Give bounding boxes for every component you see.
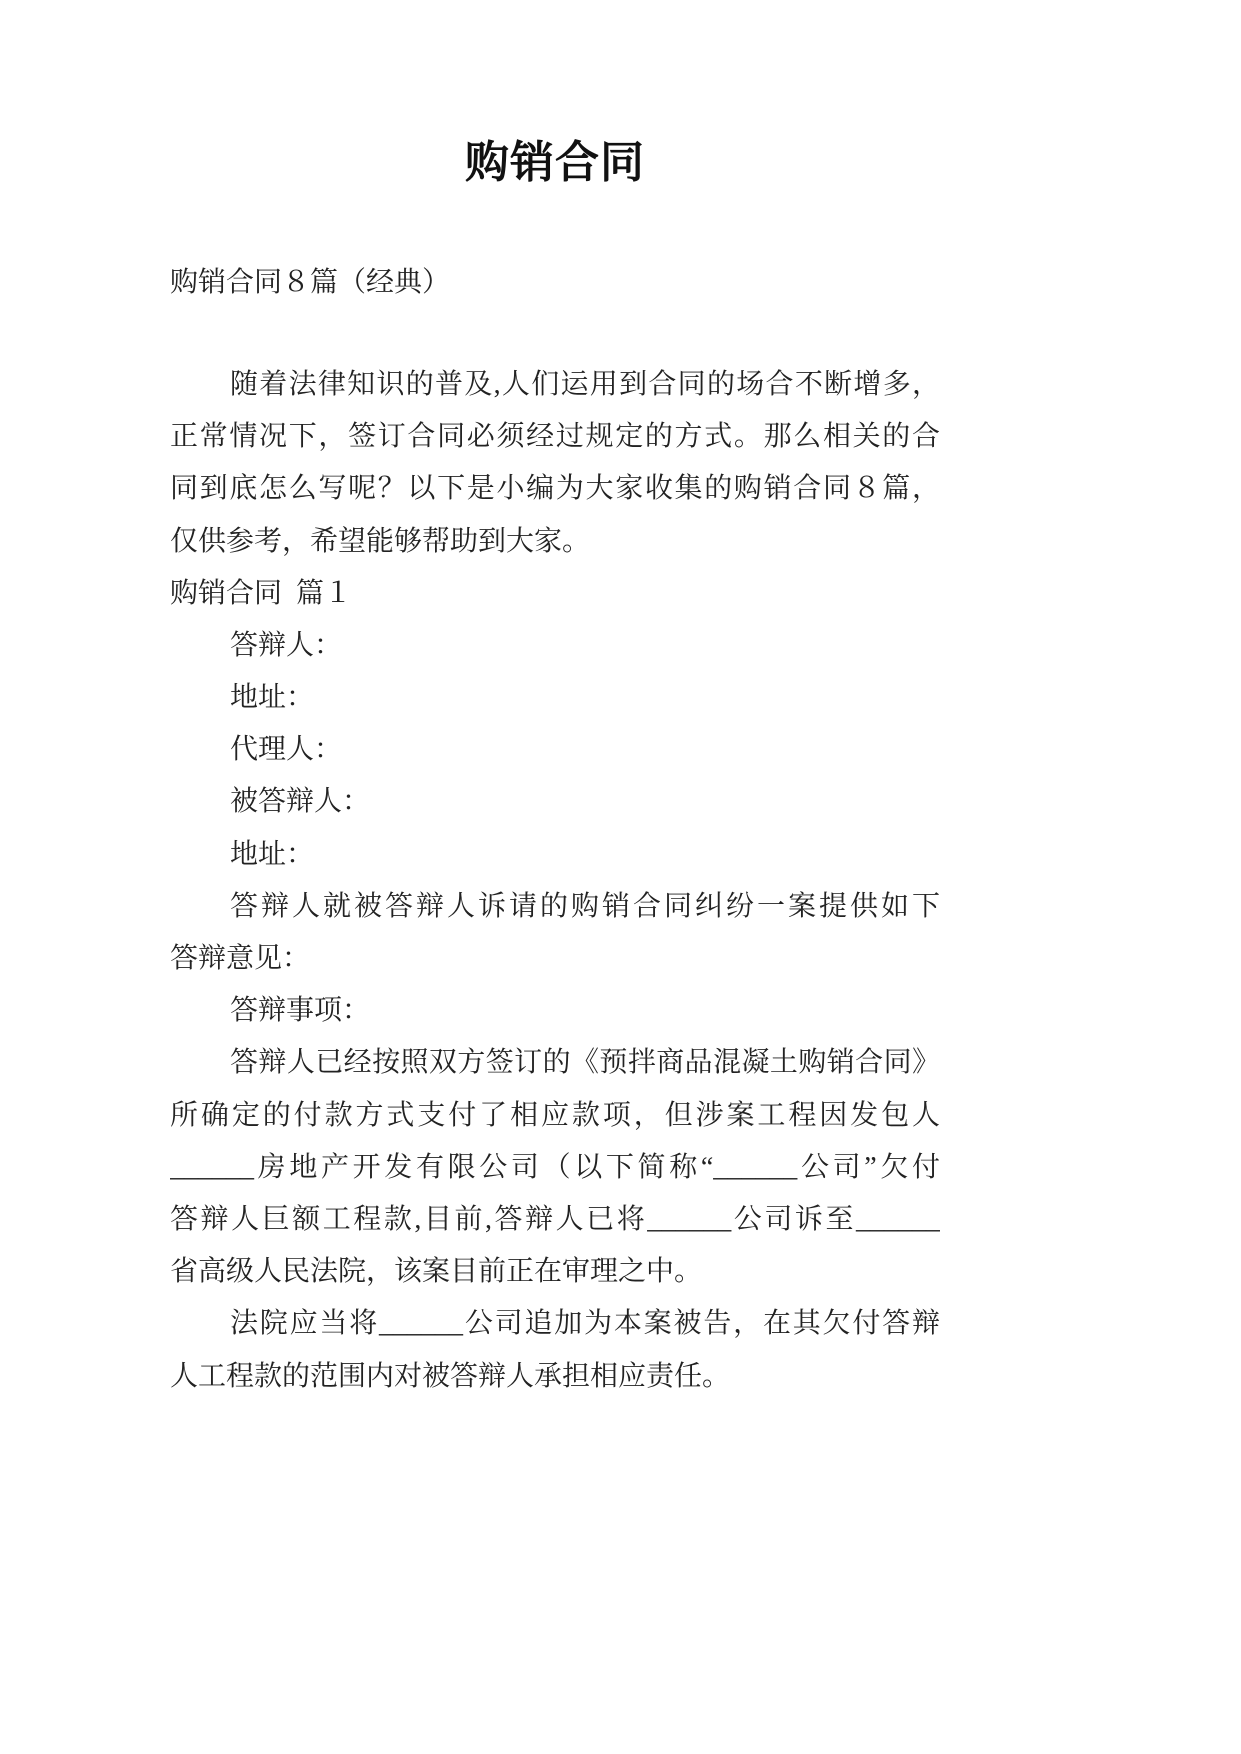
- matter-one-line: 省高级人民法院，该案目前正在审理之中。: [170, 1256, 703, 1288]
- intro-line: 仅供参考，希望能够帮助到大家。: [170, 525, 591, 557]
- matter-one-line: 答辩人已经按照双方签订的《预拌商品混凝土购销合同》: [230, 1047, 940, 1079]
- document-subtitle: 购销合同８篇（经典）: [170, 267, 451, 298]
- party-agent-label: 代理人：: [230, 734, 343, 766]
- intro-line: 随着法律知识的普及,人们运用到合同的场合不断增多，: [230, 368, 940, 400]
- party-claimant-label: 被答辩人：: [230, 786, 371, 818]
- intro-line: 同到底怎么写呢？以下是小编为大家收集的购销合同８篇，: [170, 473, 940, 505]
- party-respondent-label: 答辩人：: [230, 629, 343, 661]
- party-address-label: 地址：: [230, 682, 315, 714]
- statement-line: 答辩人就被答辩人诉请的购销合同纠纷一案提供如下: [230, 890, 940, 922]
- document-title: 购销合同: [465, 138, 645, 187]
- matter-one-line: 答辩人巨额工程款,目前,答辩人已将______公司诉至______: [170, 1203, 940, 1235]
- statement-line: 答辩意见：: [170, 943, 311, 975]
- document-body: [170, 359, 940, 1403]
- matter-two-line: 人工程款的范围内对被答辩人承担相应责任。: [170, 1360, 731, 1392]
- matters-heading: 答辩事项：: [230, 995, 371, 1027]
- matter-two-line: 法院应当将______公司追加为本案被告，在其欠付答辩: [230, 1308, 940, 1340]
- party-address-label: 地址：: [230, 838, 315, 870]
- intro-line: 正常情况下，签订合同必须经过规定的方式。那么相关的合: [170, 421, 940, 453]
- matter-one-line: 所确定的付款方式支付了相应款项，但涉案工程因发包人: [170, 1099, 940, 1131]
- section-heading: 购销合同 篇１: [170, 577, 353, 609]
- document-page: [170, 0, 940, 1403]
- matter-one-line: ______房地产开发有限公司（以下简称“______公司”欠付: [170, 1151, 940, 1183]
